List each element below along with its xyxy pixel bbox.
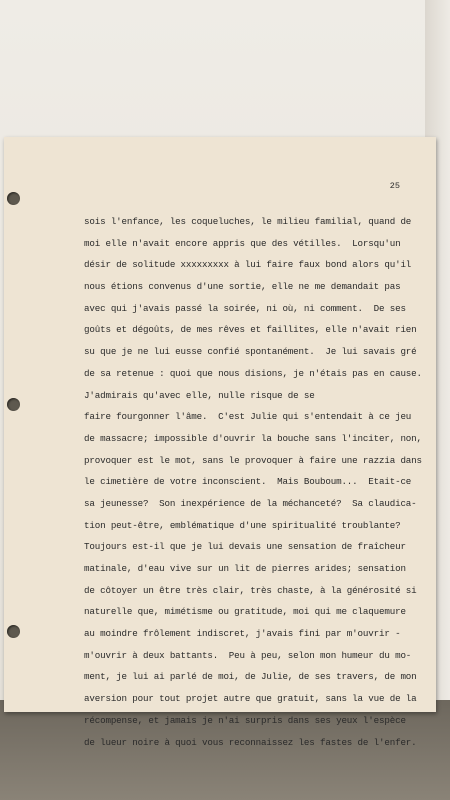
body-text [84, 211, 420, 753]
text-line: récompense, et jamais je n'ai surpris dans ses yeux l'espèce [84, 714, 406, 726]
text-line: sa jeunesse? Son inexpérience de la méchanceté? Sa claudica- [84, 497, 417, 509]
text-line: m'ouvrir à deux battants. Peu à peu, selon mon humeur du mo- [84, 649, 412, 661]
text-line: naturelle que, mimétisme ou gratitude, moi qui me claquemure [84, 606, 406, 618]
text-line: désir de solitude xxxxxxxxx à lui faire faux bond alors qu'il [84, 259, 412, 271]
text-line: de massacre; impossible d'ouvrir la bouche sans l'inciter, non, [84, 432, 422, 444]
text-line: provoquer est le mot, sans le provoquer à faire une razzia dans [84, 454, 422, 466]
text-line: de côtoyer un être très clair, très chaste, à la générosité si [84, 584, 417, 596]
text-line: tion peut-être, emblématique d'une spiritualité troublante? [84, 519, 401, 531]
text-line: matinale, d'eau vive sur un lit de pierres arides; sensation [84, 563, 406, 574]
text-line: J'admirais qu'avec elle, nulle risque de se [84, 389, 315, 401]
text-line: nous étions convenus d'une sortie, elle ne me demandait pas [84, 281, 401, 293]
text-line: faire fourgonner l'âme. C'est Julie qui s'entendait à ce jeu [84, 411, 412, 423]
text-line: avec qui j'avais passé la soirée, ni où, ni comment. De ses [84, 302, 406, 314]
text-line: de sa retenue : quoi que nous disions, je n'étais pas en cause. [84, 367, 422, 379]
text-line: goûts et dégoûts, de mes rêves et faillites, elle n'avait rien [84, 324, 417, 336]
text-line: aversion pour tout projet autre que gratuit, sans la vue de la [84, 693, 417, 705]
text-line: le cimetière de votre inconscient. Mais Bouboum... Etait-ce [84, 476, 412, 488]
text-line: au moindre frôlement indiscret, j'avais fini par m'ouvrir - [84, 628, 401, 640]
punch-hole [7, 192, 20, 205]
text-line: de lueur noire à quoi vous reconnaissez les fastes de l'enfer. [84, 736, 417, 748]
typed-page [4, 137, 436, 748]
punch-hole [7, 625, 20, 638]
text-line: Toujours est-il que je lui devais une sensation de fraîcheur [84, 541, 406, 553]
text-line: moi elle n'avait encore appris que des vétilles. Lorsqu'un [84, 237, 401, 249]
text-line: sois l'enfance, les coqueluches, le milieu familial, quand de [84, 216, 412, 227]
punch-hole [7, 398, 20, 411]
page-number: 25 [389, 181, 400, 191]
text-line: su que je ne lui eusse confié spontanément. Je lui savais gré [84, 346, 417, 358]
text-line: ment, je lui ai parlé de moi, de Julie, de ses travers, de mon [84, 671, 417, 683]
